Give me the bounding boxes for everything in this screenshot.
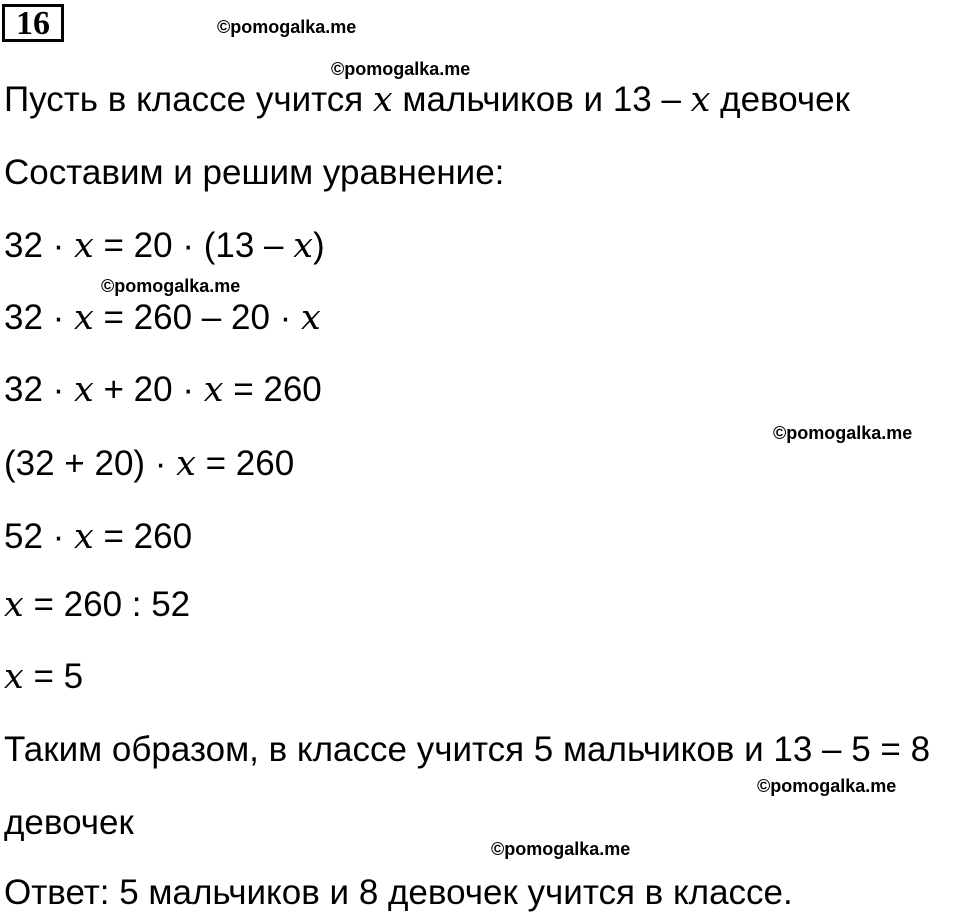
- variable-x: x: [690, 80, 711, 120]
- variable-x: x: [4, 657, 24, 697]
- eq-text: 32 ·: [4, 298, 75, 337]
- intro-text-3: девочек: [710, 80, 850, 119]
- eq-text: = 260: [93, 517, 193, 556]
- watermark: ©pomogalka.me: [491, 839, 631, 859]
- compose-line: Составим и решим уравнение:: [4, 153, 505, 192]
- eq-text: 52 ·: [4, 517, 75, 556]
- watermark: ©pomogalka.me: [773, 423, 913, 443]
- intro-line: [4, 80, 850, 120]
- intro-text-1: Пусть в классе учится: [4, 80, 373, 119]
- variable-x: x: [293, 226, 313, 266]
- eq-text: 32 ·: [4, 370, 75, 409]
- variable-x: x: [301, 298, 321, 338]
- eq-text: + 20 ·: [93, 370, 204, 409]
- variable-x: x: [4, 585, 24, 625]
- watermark: ©pomogalka.me: [757, 776, 897, 796]
- variable-x: x: [176, 444, 196, 484]
- equation-7: [4, 657, 83, 697]
- variable-x: x: [74, 298, 94, 338]
- eq-text: (32 + 20) ·: [4, 444, 177, 483]
- variable-x: x: [203, 370, 224, 410]
- variable-x: x: [74, 517, 94, 557]
- equation-4: [4, 444, 294, 484]
- answer-line: Ответ: 5 мальчиков и 8 девочек учится в классе.: [4, 873, 793, 912]
- equation-5: [4, 517, 192, 557]
- equation-6: [4, 585, 190, 625]
- variable-x: x: [74, 226, 94, 266]
- equation-3: [4, 370, 322, 410]
- task-number: 16: [2, 4, 64, 42]
- eq-text: = 260: [195, 444, 295, 483]
- eq-text: = 20 · (13 –: [93, 226, 294, 265]
- equation-1: [4, 226, 325, 266]
- eq-text: 32 ·: [4, 226, 75, 265]
- eq-text: = 5: [23, 657, 84, 696]
- equation-2: [4, 298, 321, 338]
- eq-text: = 260 : 52: [23, 585, 191, 624]
- eq-text: = 260: [223, 370, 322, 409]
- variable-x: x: [74, 370, 94, 410]
- intro-text-2: мальчиков и 13 –: [392, 80, 691, 119]
- eq-text: ): [312, 226, 325, 265]
- conclusion-line-1: Таким образом, в классе учится 5 мальчиков и 13 – 5 = 8: [4, 730, 931, 769]
- conclusion-line-2: девочек: [4, 803, 134, 842]
- variable-x: x: [372, 80, 393, 120]
- eq-text: = 260 – 20 ·: [93, 298, 302, 337]
- watermark: ©pomogalka.me: [217, 17, 357, 37]
- watermark: ©pomogalka.me: [331, 59, 471, 79]
- watermark: ©pomogalka.me: [101, 276, 241, 296]
